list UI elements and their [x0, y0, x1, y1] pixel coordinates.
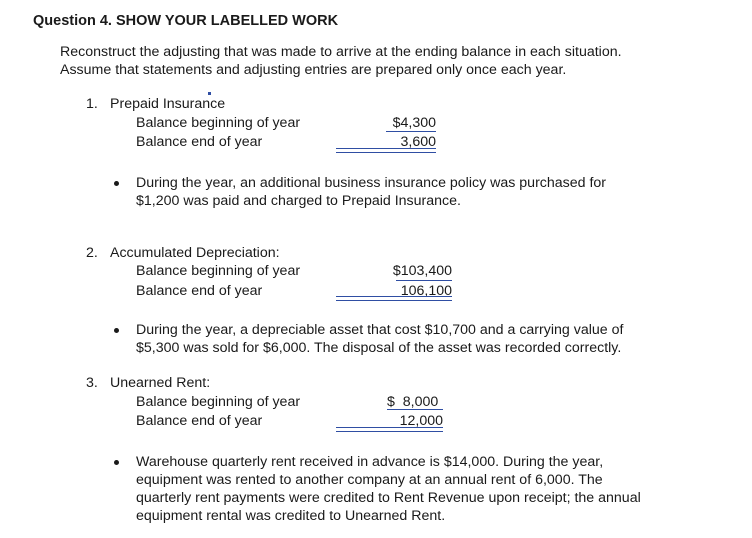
total-double-underline: [336, 296, 452, 301]
item-heading: Unearned Rent:: [110, 375, 211, 391]
end-balance-value: 106,100: [400, 283, 452, 299]
bullet-icon: [114, 460, 119, 465]
note-line-1: Warehouse quarterly rent received in advance is $14,000. During the year,: [136, 454, 604, 470]
note-line-1: During the year, an additional business insurance policy was purchased for: [136, 175, 607, 191]
begin-balance-value: $103,400: [392, 263, 452, 279]
item-number: 1.: [86, 96, 98, 112]
note-line-1: During the year, a depreciable asset that cost $10,700 and a carrying value of: [136, 322, 624, 338]
instructions-line-1: Reconstruct the adjusting that was made to arrive at the ending balance in each situation.: [60, 44, 622, 60]
total-double-underline: [336, 148, 436, 153]
bullet-icon: [114, 181, 119, 186]
begin-balance-value: $ 8,000: [387, 394, 439, 410]
item-heading: Accumulated Depreciation:: [110, 245, 280, 261]
question-title: Question 4. SHOW YOUR LABELLED WORK: [33, 13, 339, 29]
end-balance-label: Balance end of year: [136, 413, 263, 429]
note-line-2: $1,200 was paid and charged to Prepaid Insurance.: [136, 193, 461, 209]
cursor-mark: [208, 92, 211, 95]
note-line-2: equipment was rented to another company at an annual rent of 6,000. The: [136, 472, 603, 488]
end-balance-value: 3,600: [400, 134, 436, 150]
begin-balance-value: $4,300: [392, 115, 436, 131]
begin-balance-label: Balance beginning of year: [136, 115, 301, 131]
bullet-icon: [114, 328, 119, 333]
item-heading: Prepaid Insurance: [110, 96, 226, 112]
item-number: 2.: [86, 245, 98, 261]
note-line-2: $5,300 was sold for $6,000. The disposal of the asset was recorded correctly.: [136, 340, 622, 356]
end-balance-label: Balance end of year: [136, 283, 263, 299]
note-line-3: quarterly rent payments were credited to Rent Revenue upon receipt; the annual: [136, 490, 641, 506]
instructions-line-2: Assume that statements and adjusting entries are prepared only once each year.: [60, 62, 567, 78]
end-balance-value: 12,000: [399, 413, 443, 429]
value-underline: [387, 409, 443, 410]
total-double-underline: [336, 427, 443, 432]
value-underline: [396, 280, 452, 281]
note-line-4: equipment rental was credited to Unearned Rent.: [136, 508, 446, 524]
begin-balance-label: Balance beginning of year: [136, 263, 301, 279]
item-number: 3.: [86, 375, 98, 391]
end-balance-label: Balance end of year: [136, 134, 263, 150]
value-underline: [386, 131, 436, 132]
begin-balance-label: Balance beginning of year: [136, 394, 301, 410]
